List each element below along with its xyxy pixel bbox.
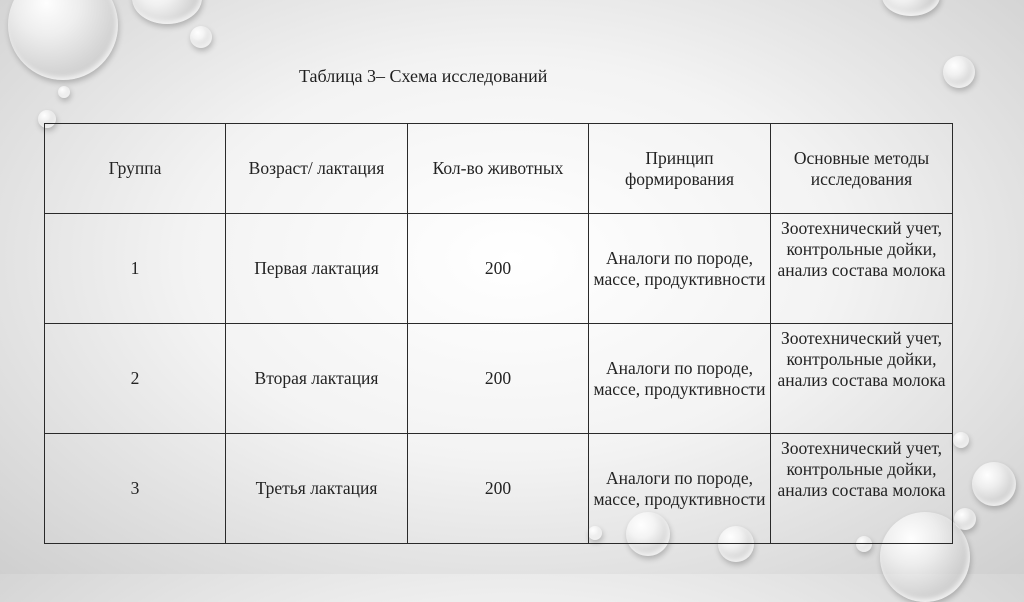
group-cell: 1 (45, 214, 226, 324)
table-row (45, 324, 953, 434)
table-row (45, 434, 953, 544)
header-cell-principle: Принцип формирования (589, 124, 771, 214)
count-cell: 200 (408, 434, 589, 544)
water-drop-decoration (58, 86, 70, 98)
table-row (45, 214, 953, 324)
methods-cell: Зоотехнический учет, контрольные дойки, анализ состава молока (771, 324, 953, 434)
principle-cell: Аналоги по породе, массе, продуктивности (589, 434, 771, 544)
header-cell-age: Возраст/ лактация (226, 124, 408, 214)
table-caption: Таблица 3– Схема исследований (299, 66, 548, 86)
methods-cell: Зоотехнический учет, контрольные дойки, анализ состава молока (771, 214, 953, 324)
header-cell-methods: Основные методы исследования (771, 124, 953, 214)
count-cell: 200 (408, 214, 589, 324)
table-header-row (45, 124, 953, 214)
water-drop-decoration (132, 0, 202, 24)
water-drop-decoration (882, 0, 940, 16)
methods-cell: Зоотехнический учет, контрольные дойки, анализ состава молока (771, 434, 953, 544)
header-cell-group: Группа (45, 124, 226, 214)
lactation-cell: Третья лактация (226, 434, 408, 544)
header-cell-count: Кол-во животных (408, 124, 589, 214)
lactation-cell: Первая лактация (226, 214, 408, 324)
water-drop-decoration (8, 0, 118, 80)
water-drop-decoration (190, 26, 212, 48)
principle-cell: Аналоги по породе, массе, продуктивности (589, 324, 771, 434)
count-cell: 200 (408, 324, 589, 434)
water-drop-decoration (953, 432, 969, 448)
group-cell: 2 (45, 324, 226, 434)
lactation-cell: Вторая лактация (226, 324, 408, 434)
group-cell: 3 (45, 434, 226, 544)
water-drop-decoration (972, 462, 1016, 506)
water-drop-decoration (943, 56, 975, 88)
research-scheme-table (44, 123, 953, 544)
principle-cell: Аналоги по породе, массе, продуктивности (589, 214, 771, 324)
